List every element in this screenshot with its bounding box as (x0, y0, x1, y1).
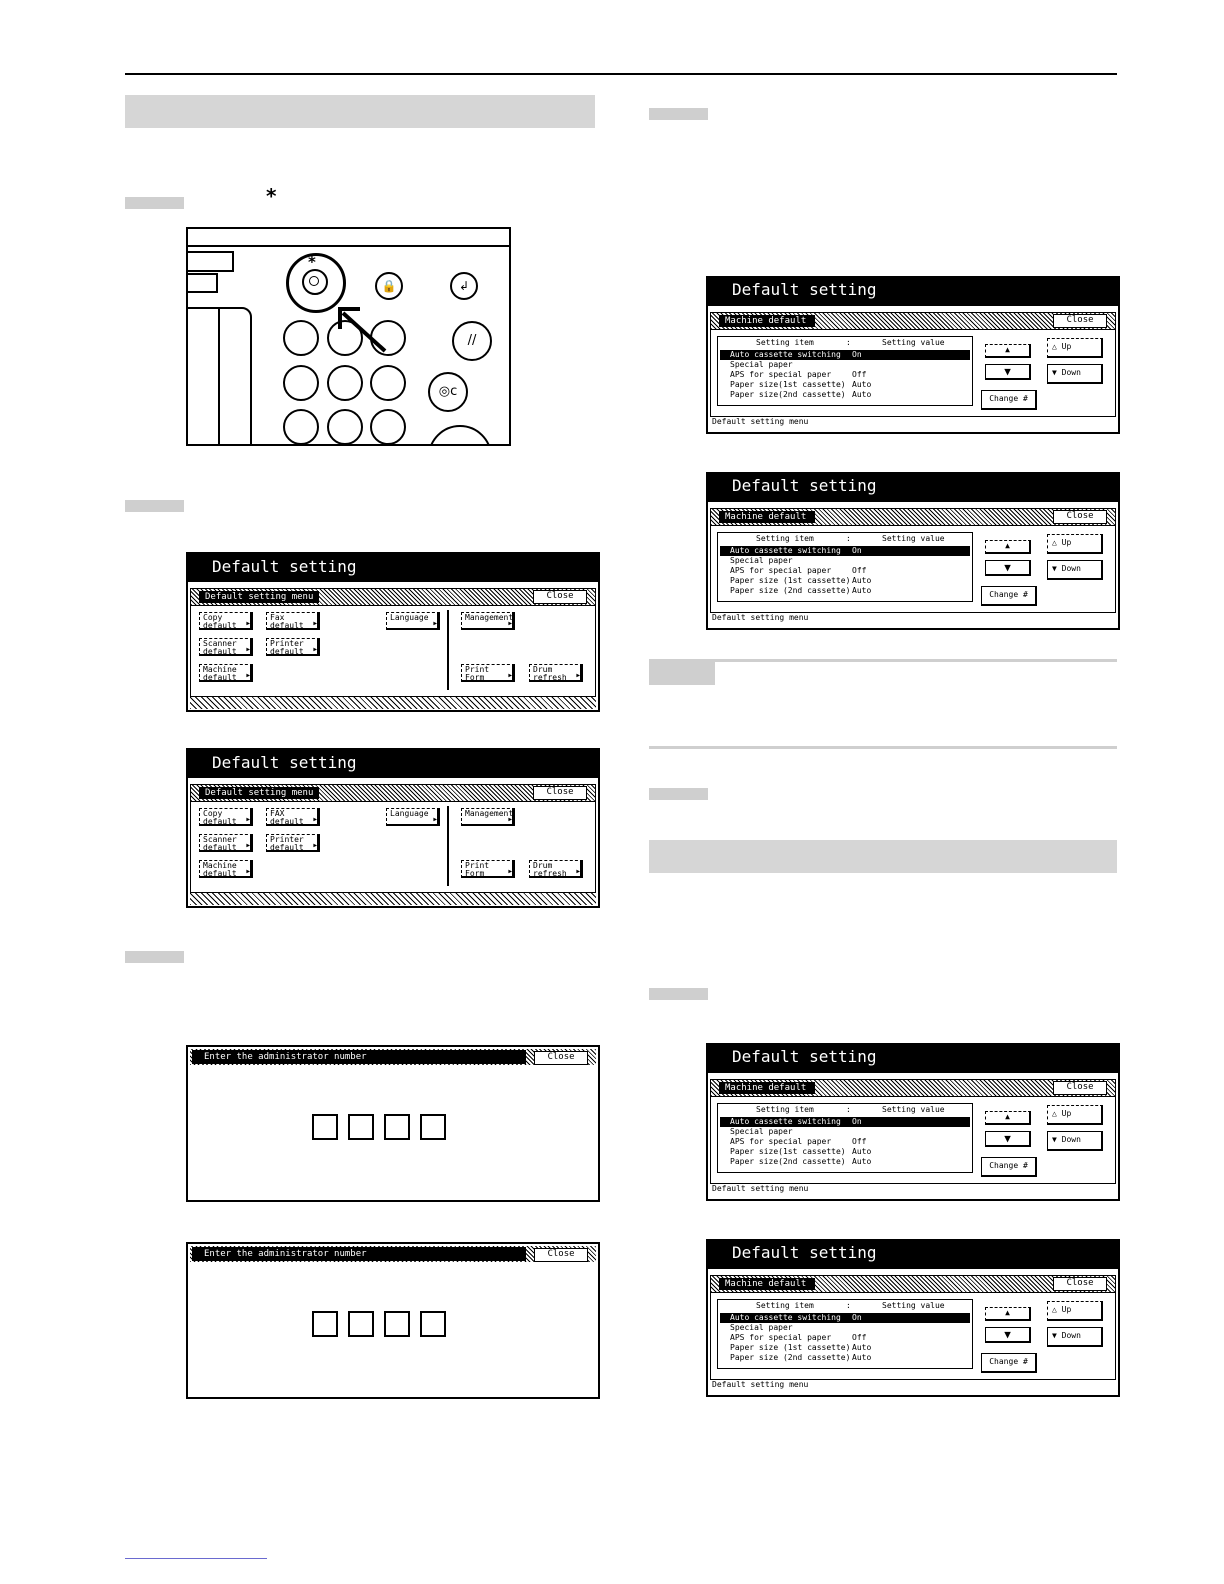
table-header: Setting item : Setting value (756, 1301, 945, 1310)
settings-table (717, 1299, 973, 1369)
close-button[interactable]: Close (534, 1051, 588, 1065)
admin-digit-box (420, 1114, 446, 1140)
note-top-rule (649, 659, 1117, 662)
stop-clear-icon: ◎c (428, 372, 468, 412)
copy-default-button[interactable]: Copy default ▶ (199, 612, 253, 630)
down-triangle-icon: ▼ (1004, 365, 1011, 378)
machine-default-button[interactable]: Machine default ▶ (199, 860, 253, 878)
up-button[interactable]: △ Up (1047, 1105, 1103, 1125)
down-triangle-icon: ▼ (1052, 1331, 1057, 1340)
down-arrow-button[interactable] (985, 560, 1031, 576)
section-header-left (125, 95, 595, 128)
step-marker-4 (649, 108, 708, 120)
asterisk-key[interactable]: * (286, 253, 346, 313)
down-button[interactable]: ▼ Down (1047, 560, 1103, 580)
close-button[interactable]: Close (1053, 1081, 1107, 1095)
machine-default-button[interactable]: Machine default ▶ (199, 664, 253, 682)
up-triangle-icon: △ (1052, 1109, 1057, 1118)
screen-title: Default setting (188, 750, 598, 778)
administrator-number-screen-a (186, 1045, 600, 1202)
language-button[interactable]: Language ▶ (386, 612, 440, 630)
table-header: Setting item : Setting value (756, 338, 945, 347)
machine-default-screen (706, 1239, 1120, 1397)
up-arrow-button[interactable] (985, 344, 1031, 358)
settings-table (717, 336, 973, 406)
admin-digit-box (312, 1114, 338, 1140)
status-bar: Default setting menu (710, 416, 1116, 430)
admin-digit-box (348, 1114, 374, 1140)
admin-digit-box (420, 1311, 446, 1337)
note-label-box (649, 662, 715, 685)
down-triangle-icon: ▼ (1052, 564, 1057, 573)
setting-row[interactable]: Auto cassette switching On (720, 546, 970, 556)
down-arrow-button[interactable] (985, 1131, 1031, 1147)
step-marker-2 (125, 500, 184, 512)
printer-default-button[interactable]: Printer default ▶ (266, 638, 320, 656)
up-arrow-button[interactable] (985, 1111, 1031, 1125)
print-form-button[interactable]: Print Form ▶ (461, 860, 515, 878)
setting-row[interactable]: Auto cassette switching On (720, 350, 970, 360)
change-number-button[interactable]: Change # (981, 1353, 1037, 1373)
table-header: Setting item : Setting value (756, 534, 945, 543)
setting-row[interactable]: Paper size (2nd cassette) Auto (730, 1353, 872, 1362)
down-triangle-icon: ▼ (1052, 1135, 1057, 1144)
close-button[interactable]: Close (1053, 1277, 1107, 1291)
up-triangle-icon: ▲ (1005, 1308, 1010, 1317)
setting-row[interactable]: Paper size(1st cassette) Auto (730, 380, 872, 389)
setting-row[interactable]: APS for special paper Off (730, 1333, 867, 1342)
down-triangle-icon: ▼ (1004, 561, 1011, 574)
screen-tab: Machine default (719, 511, 815, 523)
energy-saver-icon: ↲ (450, 272, 478, 300)
machine-default-screen (706, 472, 1120, 630)
close-button[interactable]: Close (534, 1248, 588, 1262)
up-arrow-button[interactable] (985, 540, 1031, 554)
screen-title: Default setting (708, 474, 1118, 502)
up-triangle-icon: △ (1052, 342, 1057, 351)
machine-default-screen (706, 276, 1120, 434)
asterisk-key-symbol: * (266, 184, 277, 208)
down-button[interactable]: ▼ Down (1047, 1327, 1103, 1347)
setting-row[interactable]: APS for special paper Off (730, 370, 867, 379)
admin-digit-box (348, 1311, 374, 1337)
down-arrow-button[interactable] (985, 1327, 1031, 1343)
fax-default-button[interactable]: Fax default ▶ (266, 612, 320, 630)
up-button[interactable]: △ Up (1047, 1301, 1103, 1321)
up-button[interactable]: △ Up (1047, 534, 1103, 554)
scanner-default-button[interactable]: Scanner default ▶ (199, 638, 253, 656)
section-header-right (649, 840, 1117, 873)
drum-refresh-button[interactable]: Drum refresh ▶ (529, 664, 583, 682)
screen-tab: Machine default (719, 1082, 815, 1094)
settings-table (717, 532, 973, 602)
status-bar: Default setting menu (710, 1379, 1116, 1393)
copy-default-button[interactable]: Copy default ▶ (199, 808, 253, 826)
setting-row[interactable]: Paper size (2nd cassette) Auto (730, 586, 872, 595)
setting-row[interactable]: Paper size (1st cassette) Auto (730, 576, 872, 585)
step-marker-6 (649, 988, 708, 1000)
up-triangle-icon: △ (1052, 538, 1057, 547)
setting-row[interactable]: Special paper (730, 360, 793, 369)
lock-icon: 🔒 (375, 272, 403, 300)
setting-row[interactable]: Auto cassette switching On (720, 1117, 970, 1127)
setting-row[interactable]: Special paper (730, 556, 793, 565)
setting-row[interactable]: Paper size(1st cassette) Auto (730, 1147, 872, 1156)
down-button[interactable]: ▼ Down (1047, 1131, 1103, 1151)
administrator-number-screen-b (186, 1242, 600, 1399)
change-number-button[interactable]: Change # (981, 390, 1037, 410)
status-bar: Default setting menu (710, 1183, 1116, 1197)
up-triangle-icon: ▲ (1005, 345, 1010, 354)
scanner-default-button[interactable]: Scanner default ▶ (199, 834, 253, 852)
down-triangle-icon: ▼ (1052, 368, 1057, 377)
close-button[interactable]: Close (1053, 510, 1107, 524)
screen-title: Default setting (188, 554, 598, 582)
printer-default-button[interactable]: Printer default ▶ (266, 834, 320, 852)
management-button[interactable]: Management ▶ (461, 612, 515, 630)
status-bar: Default setting menu (710, 612, 1116, 626)
step-marker-3 (125, 951, 184, 963)
admin-prompt: Enter the administrator number (192, 1247, 526, 1261)
up-triangle-icon: ▲ (1005, 541, 1010, 550)
operation-panel-illustration (186, 227, 511, 446)
admin-digit-box (312, 1311, 338, 1337)
arrow-icon (188, 229, 509, 444)
machine-default-screen (706, 1043, 1120, 1201)
up-arrow-button[interactable] (985, 1307, 1031, 1321)
close-button[interactable]: Close (533, 786, 587, 800)
screen-tab: Machine default (719, 315, 815, 327)
screen-tab: Machine default (719, 1278, 815, 1290)
setting-row[interactable]: Special paper (730, 1127, 793, 1136)
default-setting-menu-screen-a (186, 552, 600, 712)
management-button[interactable]: Management ▶ (461, 808, 515, 826)
up-button[interactable]: △ Up (1047, 338, 1103, 358)
up-triangle-icon: ▲ (1005, 1112, 1010, 1121)
change-number-button[interactable]: Change # (981, 586, 1037, 606)
print-form-button[interactable]: Print Form ▶ (461, 664, 515, 682)
screen-title: Default setting (708, 1241, 1118, 1269)
setting-row[interactable]: Paper size(2nd cassette) Auto (730, 1157, 872, 1166)
step-marker-1 (125, 197, 184, 209)
note-bottom-rule (649, 746, 1117, 749)
screen-title: Default setting (708, 278, 1118, 306)
close-button[interactable]: Close (533, 590, 587, 604)
fax-default-button[interactable]: FAX default ▶ (266, 808, 320, 826)
down-triangle-icon: ▼ (1004, 1132, 1011, 1145)
setting-row[interactable]: APS for special paper Off (730, 1137, 867, 1146)
screen-tab: Default setting menu (199, 591, 319, 603)
admin-digit-box (384, 1311, 410, 1337)
drum-refresh-button[interactable]: Drum refresh ▶ (529, 860, 583, 878)
admin-digit-box (384, 1114, 410, 1140)
down-arrow-button[interactable] (985, 364, 1031, 380)
step-marker-5 (649, 788, 708, 800)
setting-row[interactable]: Paper size (1st cassette) Auto (730, 1343, 872, 1352)
up-triangle-icon: △ (1052, 1305, 1057, 1314)
footer-link-underline (125, 1558, 267, 1559)
settings-table (717, 1103, 973, 1173)
admin-prompt: Enter the administrator number (192, 1050, 526, 1064)
default-setting-menu-screen-b (186, 748, 600, 908)
change-number-button[interactable]: Change # (981, 1157, 1037, 1177)
setting-row[interactable]: Auto cassette switching On (720, 1313, 970, 1323)
screen-title: Default setting (708, 1045, 1118, 1073)
close-button[interactable]: Close (1053, 314, 1107, 328)
down-button[interactable]: ▼ Down (1047, 364, 1103, 384)
down-triangle-icon: ▼ (1004, 1328, 1011, 1341)
setting-row[interactable]: Special paper (730, 1323, 793, 1332)
top-rule (125, 73, 1117, 75)
screen-tab: Default setting menu (199, 787, 319, 799)
table-header: Setting item : Setting value (756, 1105, 945, 1114)
language-button[interactable]: Language ▶ (386, 808, 440, 826)
setting-row[interactable]: Paper size(2nd cassette) Auto (730, 390, 872, 399)
setting-row[interactable]: APS for special paper Off (730, 566, 867, 575)
reset-icon: // (452, 321, 492, 361)
